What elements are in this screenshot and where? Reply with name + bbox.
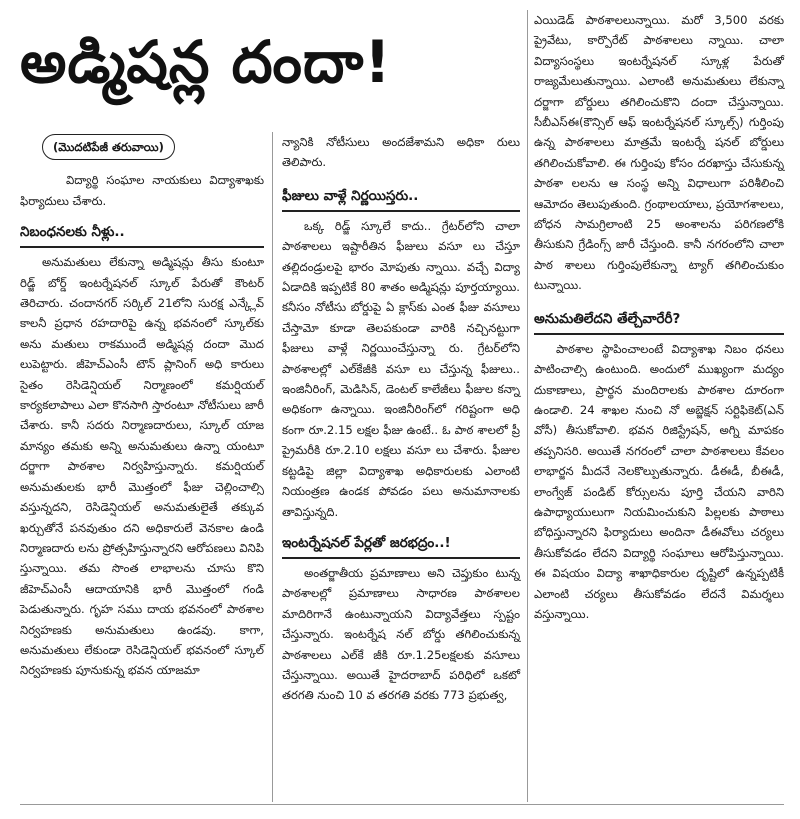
column-divider-2 (527, 10, 528, 802)
fees-paragraph: ఒక్క రిడ్జ్ స్కూలే కాదు.. గ్రేటర్‌లోని చాలా పాఠశాలలు ఇష్టారీతిన ఫీజులు వసూ లు చేస్తూ తల్లిదండ్రులపై భారం మోపుతు న్నాయి. వచ్చే విద్యా ఏడాదికి ఇప్పటికే 80 శాతం అడ్మిషన్లు పూర్తయ్యాయి. కనీసం నోటీసు బోర్డుపై ఏ క్లాస్‌కు ఎంత ఫీజు వసూలు చేస్తామో కూడా తెలపకుండా వారికి నచ్చినట్టుగా ఫీజులు వాళ్లే నిర్ణయించేస్తున్నా రు. గ్రేటర్‌లోని పాఠశాలల్లో ఎల్‌కేజీకి వసూ లు చేస్తున్న ఫీజులు.. ఇంజినీరింగ్, మెడిసిన్, డెంటల్ కాలేజీలు ఫీజుల కన్నా అధికంగా ఉన్నాయి. ఇంజినీరింగ్‌లో గరిష్టంగా అధి కంగా రూ.2.15 లక్షల ఫీజు ఉంటే.. ఓ పాఠ శాలలో ప్రీ ప్రైమరీకి రూ.2.10 లక్షలు వసూ లు చేశారు. ఫీజుల కట్టడిపై జిల్లా విద్యాశాఖ అధికారులకు ఎలాంటి నియంత్రణ ఉండక పోవడం పలు అనుమానాలకు తావిస్తున్నది. (282, 218, 520, 519)
subheading-international-text: ఇంటర్నేషనల్ పేర్లతో జరభద్రం..! (282, 534, 451, 551)
continued-label: (మొదటిపేజీ తరువాయి) (42, 134, 175, 160)
aided-paragraph: ఎయిడెడ్ పాఠశాలలున్నాయి. మరో 3,500 వరకు ప్రైవేటు, కార్పొరేట్ పాఠశాలలు న్నాయి. చాలా విద్యాసంస్థలు ఇంటర్నేషనల్ స్కూళ్ల పేరుతో రాజ్యమేలుతున్నాయి. ఎలాంటి అనుమతులు లేకున్నా దర్జాగా బోర్డులు తగిలించుకొని దందా చేస్తున్నాయి. సీబీఎస్ఈ(కౌన్సిల్ ఆఫ్ ఇంటర్నేషనల్ స్కూల్స్) గుర్తింపు ఉన్న పాఠశాలలు మాత్రమే ఇంటర్నే షనల్ బోర్డులు తగిలించుకోవాలి. ఈ గుర్తింపు కోసం దరఖాస్తు చేసుకున్న పాఠశా లలను ఆ సంస్థ అన్ని విధాలుగా పరిశీలించి ఆమోదం తెలుపుతుంది. గ్రంథాలయాలు, ప్రయోగశాలలు, బోధన సామగ్రిలాంటి 25 అంశాలను పరిగణలోకి తీసుకుని గ్రేడింగ్స్ జారీ చేస్తుంది. కానీ నగరంలోని చాలా పాఠ శాలలు గుర్తింపులేకున్నా ట్యాగ్ తగిలించుకుం టున్నాయి. (534, 13, 784, 293)
intro-paragraph: విద్యార్థి సంఘాల నాయకులు విద్యాశాఖకు ఫిర్యాదులు చేశారు. (20, 173, 264, 208)
column-1 (20, 132, 264, 681)
subheading-permission (534, 308, 784, 335)
subheading-international (282, 532, 520, 559)
column-2 (282, 132, 520, 706)
subheading-rules (20, 221, 264, 248)
subheading-permission-text: అనుమతిలేదని తేల్చేవారేరీ? (534, 310, 681, 327)
subheading-fees (282, 185, 520, 212)
permission-paragraph: పాఠశాల స్థాపించాలంటే విద్యాశాఖ నిబం ధనలు పాటించాల్సి ఉంటుంది. అందులో ముఖ్యంగా మద్యం దుకాణాలు, ప్రార్థన మందిరాలకు పాఠశాల దూరంగా ఉండాలి. 24 శాఖల నుంచి నో అబ్జెక్షన్ సర్టిఫికెట్(ఎన్ వోసీ) తీసుకోవాలి. భవన రిజిస్ట్రేషన్, అగ్ని మాపకం తప్పనిసరి. అయితే నగరంలో చాలా పాఠశాలలు కేవలం లాభార్జన మీదనే నెలకొల్పుతున్నారు. డీఈడీ, బీఈడీ, లాంగ్వేజ్ పండిట్ కోర్సులను పూర్తి చేయని వారిని ఉపాధ్యాయులుగా నియమించుకుని పిల్లలకు పాఠాలు బోధిస్తున్నారని ఫిర్యాదులు అందినా డీఈవోలు చర్యలు తీసుకోవడం లేదని విద్యార్థి సంఘాలు ఆరోపిస్తున్నాయి. ఈ విషయం విద్యా శాఖాధికారుల దృష్టిలో ఉన్నప్పటికీ ఎలాంటి చర్యలు తీసుకోవడం లేదనే విమర్శలు వస్తున్నాయి. (534, 341, 784, 621)
international-paragraph: అంతర్జాతీయ ప్రమాణాలు అని చెప్తుకుం టున్న పాఠశాలల్లో ప్రమాణాలు సాధారణ పాఠశాలల మాదిరిగానే ఉంటున్నాయని విద్యావేత్తలు స్పష్టం చేస్తున్నారు. ఇంటర్నేష నల్ బోర్డు తగిలించుకున్న పాఠశాలలు ఎల్‌కే జీకి రూ.1.25లక్షలకు వసూలు చేస్తున్నాయి. అయితే హైదరాబాద్ పరిధిలో ఒకటో తరగతి నుంచి 10 వ తరగతి వరకు 773 ప్రభుత్వ, (282, 565, 520, 703)
body-paragraph: అనుమతులు లేకున్నా అడ్మిషన్లు తీసు కుంటూ రిడ్జ్ బోర్డ్ ఇంటర్నేషనల్ స్కూల్ పేరుతో కౌంటర్ తెరిచారు. చందానగర్ సర్కిల్ 21లోని సురక్ష ఎన్క్లేవ్ కాలనీ ప్రధాన రహదారిపై ఉన్న భవనంలో స్కూల్‌కు అను మతులు రాకముందే అడ్మిషన్ల దందా మొద లుపెట్టారు. జీహెచ్ఎంసీ టౌన్ ప్లానింగ్ అధి కారులు సైతం రెసిడెన్షియల్ నిర్మాణంలో కమర్షియల్ కార్యకలాపాలు ఎలా కొనసాగి స్తారంటూ నోటీసులు జారీ చేశారు. కానీ సదరు నిర్మాణదారులు, స్కూల్ యాజ మాన్యం తమకు అన్ని అనుమతులు ఉన్నా యంటూ దర్జాగా పాఠశాల నిర్వహిస్తున్నారు. కమర్షియల్ అనుమతులకు భారీ మొత్తంలో ఫీజు చెల్లించాల్సి వస్తున్నదని, రెసిడెన్షియల్ అనుమతులైతే తక్కువ ఖర్చుతోనే పనవుతుం దని అధికారులే వెనకాల ఉండి నిర్మాణదారు లను ప్రోత్సహిస్తున్నారని ఆరోపణలు వినిపి స్తున్నాయి. తమ సొంత లాభాలను చూసు కొని జీహెచ్ఎంసీ ఆదాయానికి భారీ మొత్తంలో గండి పెడుతున్నారు. గృహ సము దాయ భవనంలో పాఠశాల నిర్వహణకు అనుమతులు ఉండవు. కాగా, అనుమతులు లేకుండా రెసిడెన్షియల్ భవనంలో స్కూల్ నిర్వహణకు పూనుకున్న భవన యాజమా (20, 255, 264, 678)
headline: అడ్మిషన్ల దందా! (20, 28, 392, 96)
continuation-paragraph: న్యానికి నోటీసులు అందజేశామని అధికా రులు తెలిపారు. (282, 135, 520, 170)
column-divider-1 (272, 132, 273, 802)
subheading-fees-text: ఫీజులు వాళ్లే నిర్ణయిస్తరు.. (282, 187, 419, 204)
bottom-rule (20, 804, 784, 805)
column-3 (534, 10, 784, 624)
subheading-rules-text: నిబంధనలకు నీళ్లు.. (20, 224, 125, 241)
